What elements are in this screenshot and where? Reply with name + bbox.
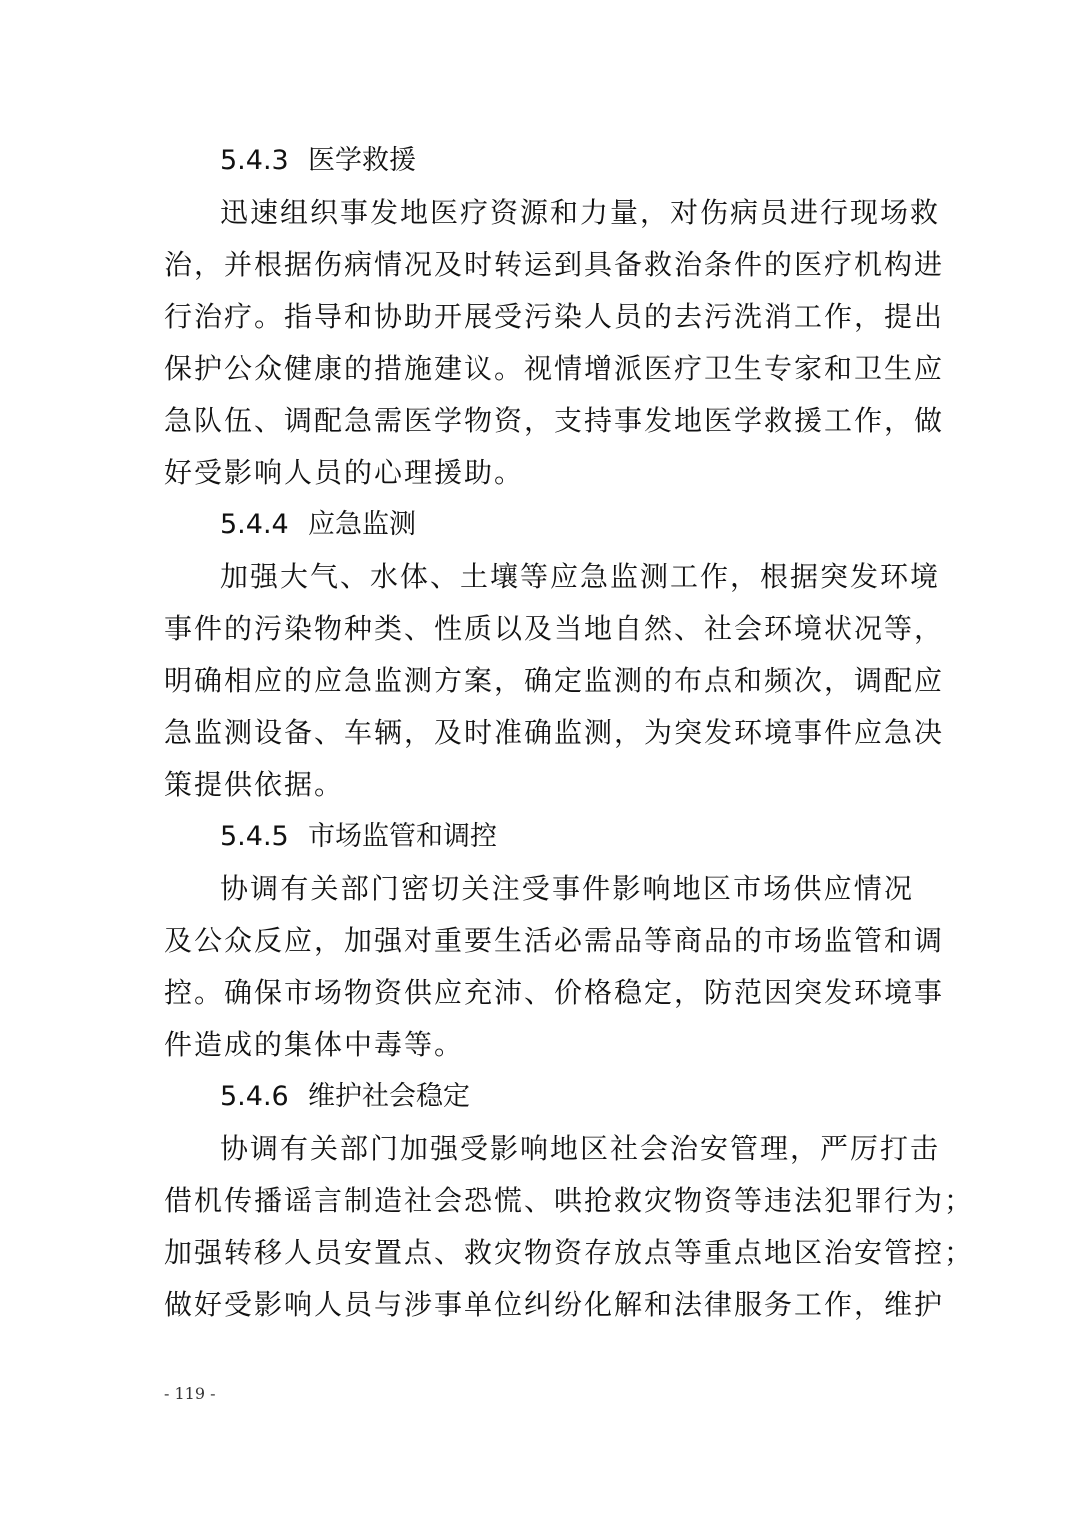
paragraph-line: 好受影响人员的心理援助。: [164, 456, 525, 489]
paragraph-line: 做好受影响人员与涉事单位纠纷化解和法律服务工作，维护: [164, 1288, 945, 1321]
paragraph-line: 加强转移人员安置点、救灾物资存放点等重点地区治安管控；: [164, 1236, 975, 1269]
paragraph-line: 件造成的集体中毒等。: [164, 1028, 465, 1061]
paragraph-line: 协调有关部门加强受影响地区社会治安管理，严厉打击: [220, 1132, 941, 1165]
paragraph-line: 协调有关部门密切关注受事件影响地区市场供应情况: [220, 872, 914, 905]
paragraph-line: 策提供依据。: [164, 768, 345, 801]
paragraph-line: 迅速组织事发地医疗资源和力量，对伤病员进行现场救: [220, 196, 941, 229]
section-number: 5.4.6: [220, 1081, 289, 1112]
section-number: 5.4.4: [220, 509, 289, 540]
paragraph-line: 急队伍、调配急需医学物资，支持事发地医学救援工作，做: [164, 404, 945, 437]
section-title: 医学救援: [308, 145, 416, 176]
paragraph-line: 控。确保市场物资供应充沛、价格稳定，防范因突发环境事: [164, 976, 945, 1009]
section-title: 维护社会稳定: [308, 1081, 470, 1112]
page-number: - 119 -: [164, 1384, 216, 1403]
section-heading-5-4-6: [164, 1071, 914, 1123]
section-heading-5-4-4: [164, 499, 914, 551]
paragraph-line: 及公众反应，加强对重要生活必需品等商品的市场监管和调: [164, 924, 945, 957]
paragraph-line: 急监测设备、车辆，及时准确监测，为突发环境事件应急决: [164, 716, 945, 749]
section-heading-5-4-3: [164, 135, 914, 187]
section-title: 应急监测: [308, 509, 416, 540]
section-title: 市场监管和调控: [308, 821, 497, 852]
paragraph-line: 事件的污染物种类、性质以及当地自然、社会环境状况等，: [164, 612, 945, 645]
paragraph-line: 借机传播谣言制造社会恐慌、哄抢救灾物资等违法犯罪行为；: [164, 1184, 975, 1217]
section-number: 5.4.3: [220, 145, 289, 176]
section-heading-5-4-5: [164, 811, 914, 863]
paragraph-line: 保护公众健康的措施建议。视情增派医疗卫生专家和卫生应: [164, 352, 945, 385]
paragraph-line: 行治疗。指导和协助开展受污染人员的去污洗消工作，提出: [164, 300, 945, 333]
document-body: [164, 135, 975, 1331]
paragraph-line: 明确相应的应急监测方案，确定监测的布点和频次，调配应: [164, 664, 945, 697]
paragraph-line: 加强大气、水体、土壤等应急监测工作，根据突发环境: [220, 560, 941, 593]
section-number: 5.4.5: [220, 821, 289, 852]
paragraph-line: 治，并根据伤病情况及时转运到具备救治条件的医疗机构进: [164, 248, 945, 281]
